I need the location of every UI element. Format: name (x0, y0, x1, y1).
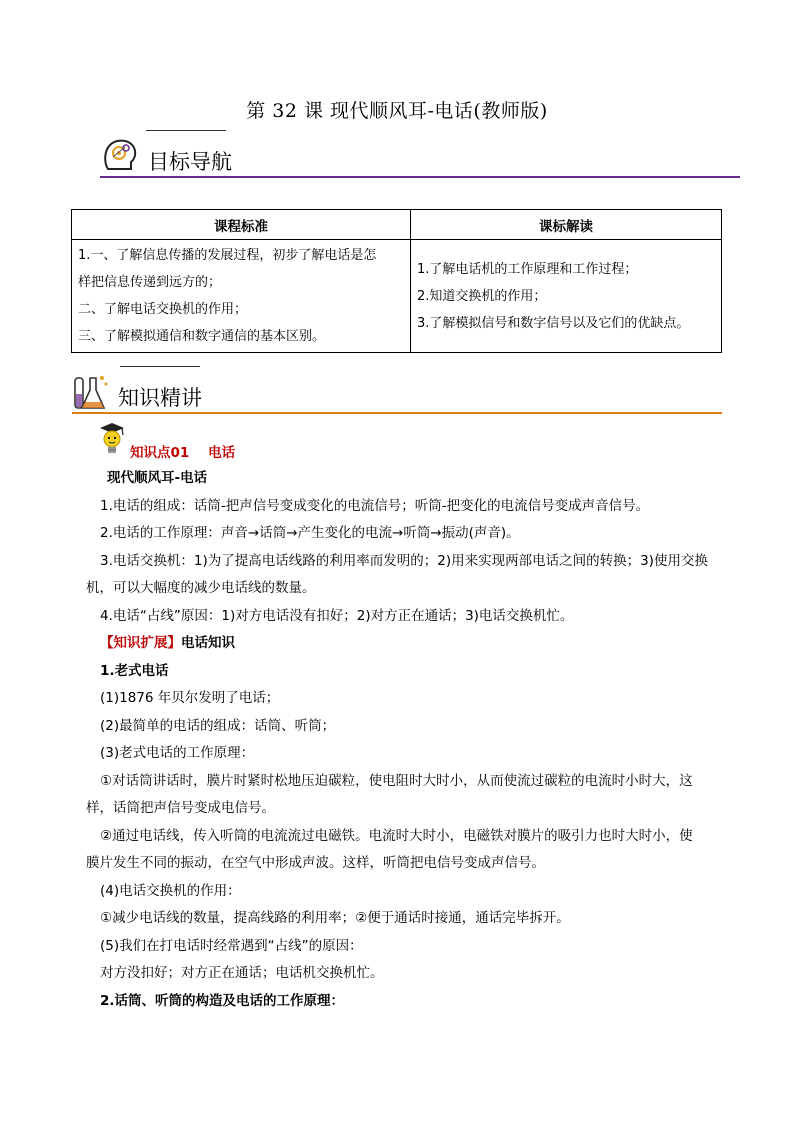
section-title-goals: 目标导航 (148, 150, 232, 174)
paragraph: 机，可以大幅度的减少电话线的数量。 (86, 580, 316, 596)
paragraph: (3)老式电话的工作原理： (100, 745, 255, 761)
cell-line: 1.一、了解信息传播的发展过程，初步了解电话是怎 (78, 248, 377, 263)
lab-flask-icon (72, 372, 110, 416)
table-header-standard: 课程标准 (72, 210, 411, 240)
extension-bracket: 【知识扩展】 (100, 635, 181, 651)
cell-line: 样把信息传递到远方的； (78, 275, 222, 290)
section-rule-orange (72, 412, 722, 414)
cell-line: 二、了解电话交换机的作用； (78, 302, 248, 317)
paragraph: 4.电话“占线”原因：1)对方电话没有扣好；2)对方正在通话；3)电话交换机忙。 (100, 607, 574, 624)
section-header-goals (100, 130, 740, 178)
table-header-interpretation: 课标解读 (411, 210, 722, 240)
subsection-heading: 2.话筒、听筒的构造及电话的工作原理： (100, 992, 345, 1009)
paragraph: (1)1876 年贝尔发明了电话； (100, 690, 280, 706)
cell-line: 2.知道交换机的作用； (417, 288, 547, 304)
knowledge-point-header (96, 422, 336, 461)
paragraph: ①对话筒讲话时，膜片时紧时松地压迫碳粒，使电阻时大时小，从而使流过碳粒的电流时小时大，这 (100, 772, 693, 789)
paragraph: ②通过电话线，传入听筒的电流流过电磁铁。电流时大时小，电磁铁对膜片的吸引力也时大时小，使 (100, 827, 693, 844)
lesson-content (86, 465, 722, 1015)
table-cell-standard (72, 240, 411, 353)
paragraph: 样，话筒把声信号变成电信号。 (86, 800, 275, 816)
paragraph: 膜片发生不同的振动，在空气中形成声波。这样，听筒把电信号变成声信号。 (86, 855, 545, 871)
extension-heading (100, 630, 722, 658)
head-gears-icon (100, 135, 140, 179)
paragraph: (4)电话交换机的作用： (100, 882, 241, 899)
paragraph: 1.电话的组成：话筒-把声信号变成变化的电流信号；听筒-把变化的电流信号变成声音信号。 (100, 497, 650, 514)
paragraph: (5)我们在打电话时经常遇到“占线”的原因： (100, 937, 363, 954)
standards-table (71, 209, 722, 353)
section-title-knowledge: 知识精讲 (118, 386, 202, 410)
paragraph: 对方没扣好；对方正在通话；电话机交换机忙。 (100, 965, 384, 981)
section-header-knowledge (72, 366, 722, 414)
cell-line: 1.了解电话机的工作原理和工作过程； (417, 261, 638, 277)
paragraph: 2.电话的工作原理：声音→话筒→产生变化的电流→听筒→振动(声音)。 (100, 525, 520, 541)
paragraph: 3.电话交换机：1)为了提高电话线路的利用率而发明的；2)用来实现两部电话之间的转换；3)使用交换 (100, 552, 708, 569)
header-decoration-line (146, 130, 226, 131)
bulb-graduate-icon (96, 422, 130, 462)
subsection-heading: 1.老式电话 (100, 662, 169, 679)
table-cell-interpretation (411, 240, 722, 353)
section-rule-purple (100, 176, 740, 178)
table-header-row (72, 210, 722, 240)
table-row (72, 240, 722, 353)
content-subheading: 现代顺风耳-电话 (107, 470, 208, 486)
knowledge-point-title: 知识点01 电话 (130, 445, 236, 461)
cell-line: 三、了解模拟通信和数字通信的基本区别。 (78, 329, 326, 344)
cell-line: 3.了解模拟信号和数字信号以及它们的优缺点。 (417, 315, 690, 331)
header-decoration-line (120, 366, 200, 367)
page-title: 第 32 课 现代顺风耳-电话(教师版) (246, 100, 548, 122)
extension-title: 电话知识 (181, 635, 235, 651)
paragraph: ①减少电话线的数量，提高线路的利用率；②便于通话时接通，通话完毕拆开。 (100, 910, 570, 926)
paragraph: (2)最简单的电话的组成：话筒、听筒； (100, 717, 336, 734)
